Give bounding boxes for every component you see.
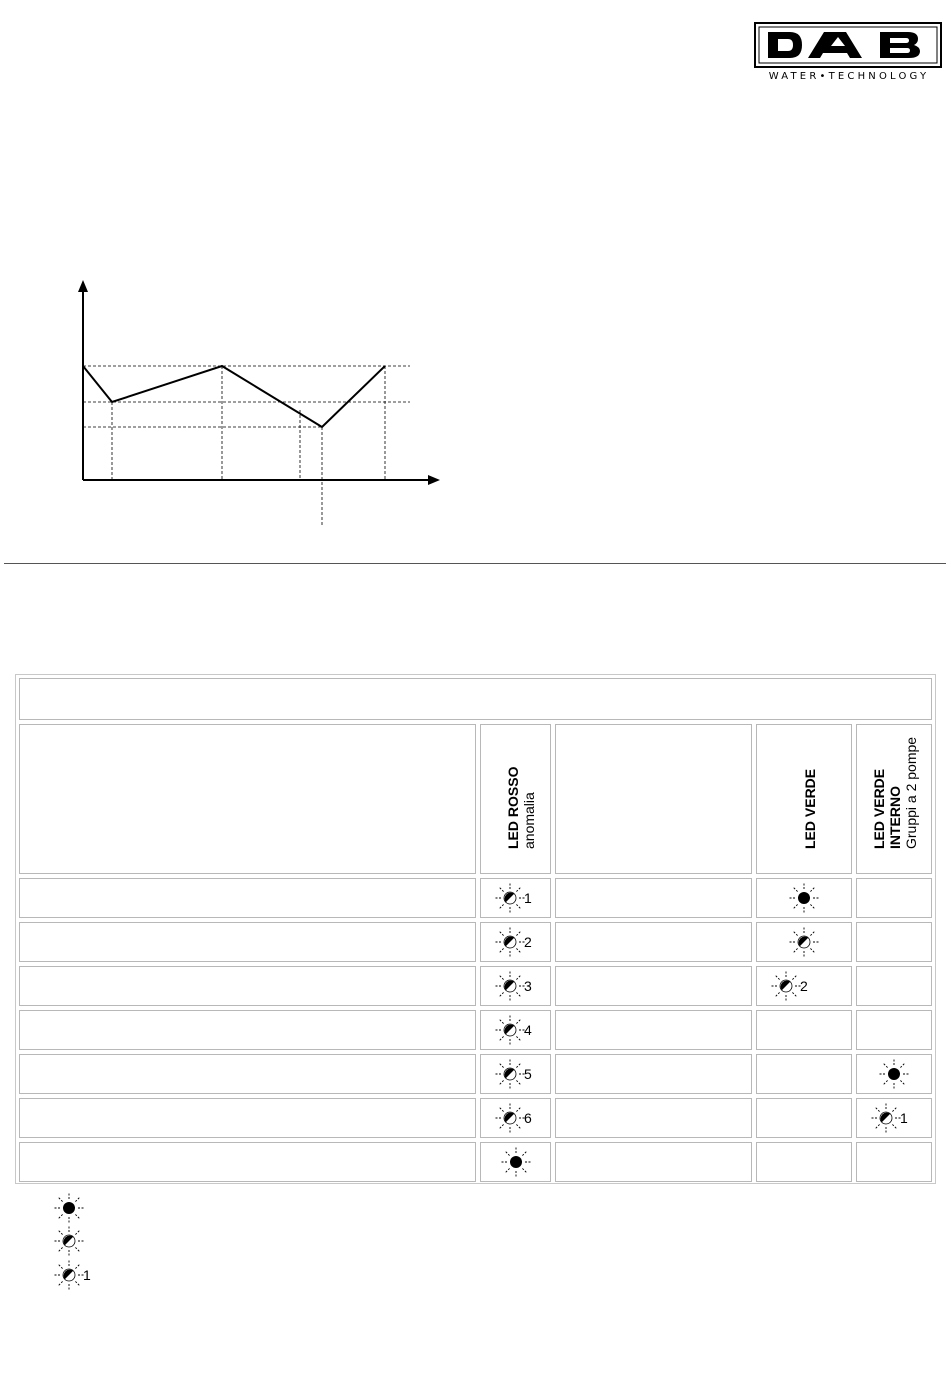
row-led-green-cell-count: 2 — [800, 978, 808, 994]
row-description-cell — [19, 878, 476, 918]
row-middle-cell — [555, 966, 752, 1006]
header-led-green-internal-cell — [856, 724, 932, 874]
led-blink-icon — [492, 883, 528, 913]
header-description-cell — [19, 724, 476, 874]
row-led-red-cell-count: 4 — [524, 1022, 532, 1038]
led-blink-icon — [786, 927, 822, 957]
led-steady-icon — [786, 883, 822, 913]
row-description-cell — [19, 966, 476, 1006]
led-green-internal-subtitle: Gruppi a 2 pompe — [903, 736, 919, 849]
row-led-red-cell-count: 6 — [524, 1110, 532, 1126]
led-green-internal-title-1: LED VERDE — [871, 768, 887, 849]
led-blink-icon — [768, 971, 804, 1001]
row-led-green-internal-cell — [856, 1010, 932, 1050]
row-led-green-internal-cell — [856, 966, 932, 1006]
row-description-cell — [19, 922, 476, 962]
led-blink-icon — [51, 1260, 87, 1290]
led-blink-icon — [51, 1226, 87, 1256]
row-middle-cell — [555, 1098, 752, 1138]
row-description-cell — [19, 1054, 476, 1094]
row-led-red-cell-count: 1 — [524, 890, 532, 906]
row-led-green-internal-cell-count: 1 — [900, 1110, 908, 1126]
row-led-red-cell-count: 5 — [524, 1066, 532, 1082]
led-steady-icon — [498, 1147, 534, 1177]
dab-logo — [754, 22, 944, 82]
header-led-green-cell — [756, 724, 852, 874]
led-red-title: LED ROSSO — [505, 766, 521, 849]
header-middle-cell — [555, 724, 752, 874]
row-led-green-internal-cell — [856, 878, 932, 918]
row-middle-cell — [555, 922, 752, 962]
led-blink-icon — [492, 1103, 528, 1133]
row-led-green-cell — [756, 1098, 852, 1138]
row-led-green-cell — [756, 1142, 852, 1182]
row-led-red-cell-count: 3 — [524, 978, 532, 994]
row-description-cell — [19, 1010, 476, 1050]
row-middle-cell — [555, 1054, 752, 1094]
led-blink-icon — [492, 971, 528, 1001]
led-green-title: LED VERDE — [802, 768, 818, 849]
logo-tagline: WATER•TECHNOLOGY — [768, 71, 930, 82]
led-steady-icon — [876, 1059, 912, 1089]
row-middle-cell — [555, 1142, 752, 1182]
header-led-red-cell — [480, 724, 551, 874]
led-blink-icon — [492, 927, 528, 957]
row-led-green-internal-cell — [856, 922, 932, 962]
table-title-cell — [19, 678, 932, 720]
section-divider — [4, 563, 946, 564]
led-green-internal-title-2: INTERNO — [887, 786, 903, 849]
row-middle-cell — [555, 1010, 752, 1050]
row-led-red-cell-count: 2 — [524, 934, 532, 950]
legend-item-count: 1 — [83, 1267, 91, 1283]
row-led-green-cell — [756, 1054, 852, 1094]
led-blink-icon — [492, 1015, 528, 1045]
pressure-cycle-diagram — [60, 270, 450, 530]
led-steady-icon — [51, 1193, 87, 1223]
row-description-cell — [19, 1142, 476, 1182]
led-red-subtitle: anomalia — [521, 792, 537, 849]
row-led-green-cell — [756, 1010, 852, 1050]
row-description-cell — [19, 1098, 476, 1138]
row-led-green-internal-cell — [856, 1142, 932, 1182]
row-middle-cell — [555, 878, 752, 918]
led-blink-icon — [868, 1103, 904, 1133]
led-blink-icon — [492, 1059, 528, 1089]
